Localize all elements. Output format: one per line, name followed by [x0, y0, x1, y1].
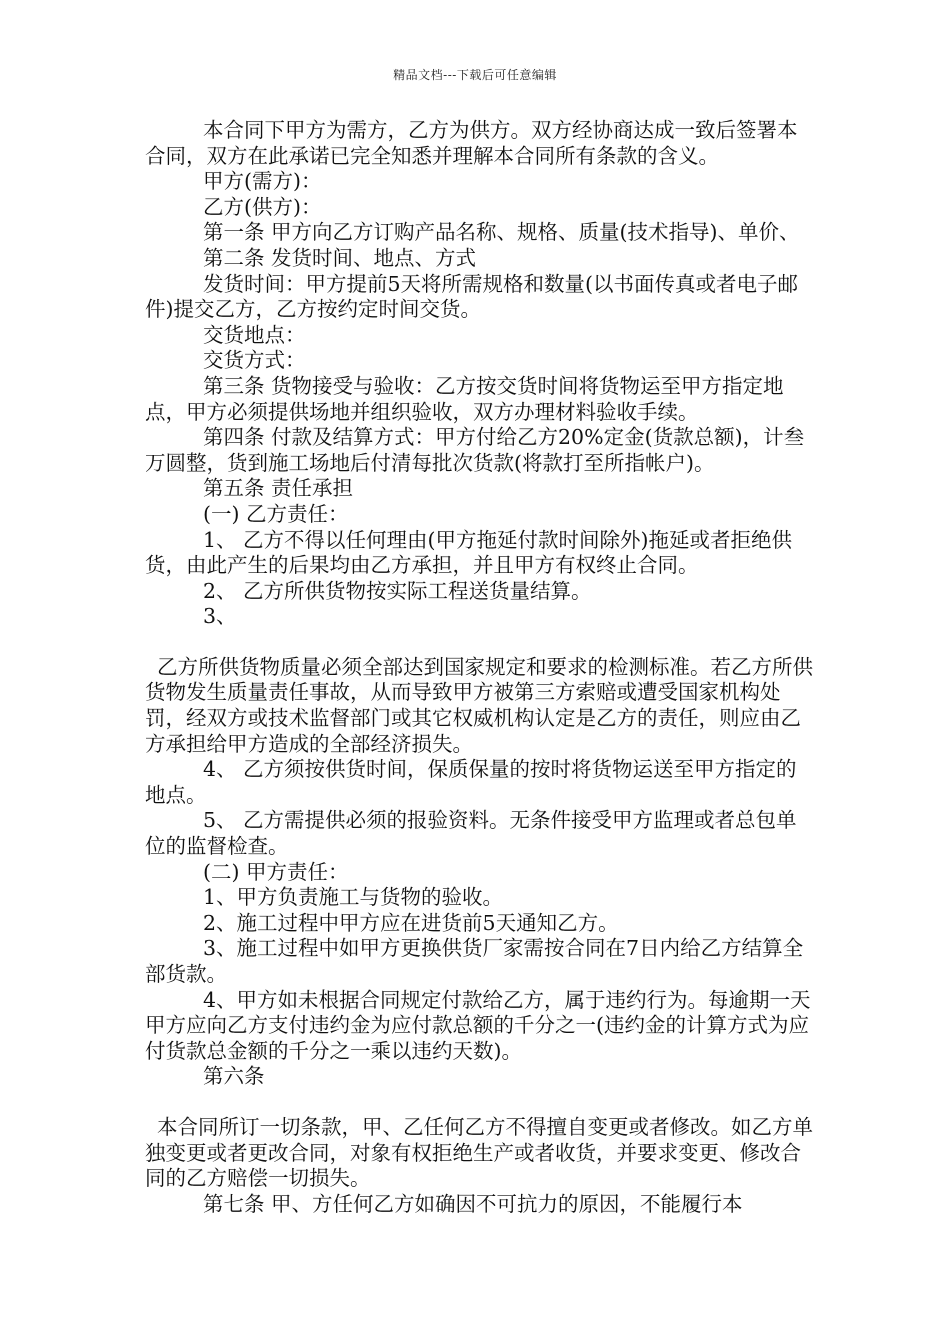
article-3: 第三条 货物接受与验收：乙方按交货时间将货物运至甲方指定地点，甲方必须提供场地并组织验收，双方办理材料验收手续。	[145, 373, 784, 424]
article-6-text: 本合同所订一切条款，甲、乙任何乙方不得擅自变更或者修改。如乙方单独变更或者更改合同，对象有权拒绝生产或者收货，并要求变更、修改合同的乙方赔偿一切损失。	[145, 1114, 813, 1191]
delivery-place: 交货地点：	[203, 322, 306, 347]
party-a-duty-3: 3、施工过程中如甲方更换供货厂家需按合同在7日内给乙方结算全部货款。	[145, 936, 804, 986]
delivery-method: 交货方式：	[203, 348, 306, 373]
party-b-duties-heading: (一) 乙方责任：	[203, 501, 349, 526]
party-b-duty-3-number: 3、	[203, 604, 237, 629]
article-2-heading: 第二条 发货时间、地点、方式	[203, 245, 477, 270]
party-a-line: 甲方(需方)：	[203, 169, 322, 194]
preamble-paragraph: 本合同下甲方为需方，乙方为供方。双方经协商达成一致后签署本合同，双方在此承诺已完全知悉并理解本合同所有条款的含义。	[145, 118, 798, 168]
blank-line	[145, 630, 817, 655]
article-7: 第七条 甲、方任何乙方如确因不可抗力的原因，不能履行本	[203, 1191, 743, 1216]
party-b-line: 乙方(供方)：	[203, 194, 322, 219]
article-6-heading: 第六条	[203, 1064, 265, 1089]
party-b-duty-2: 2、 乙方所供货物按实际工程送货量结算。	[203, 578, 592, 603]
party-b-duty-3-text: 乙方所供货物质量必须全部达到国家规定和要求的检测标准。若乙方所供货物发生质量责任事故，从而导致甲方被第三方索赔或遭受国家机构处罚，经双方或技术监督部门或其它权威机构认定是乙方的责任，则应由乙方承担给甲方造成的全部经济损失。	[145, 654, 813, 756]
delivery-time: 发货时间：甲方提前5天将所需规格和数量(以书面传真或者电子邮件)提交乙方，乙方按约定时间交货。	[145, 271, 799, 322]
party-b-duty-5: 5、 乙方需提供必须的报验资料。无条件接受甲方监理或者总包单位的监督检查。	[145, 808, 797, 859]
party-a-duties-heading: (二) 甲方责任：	[203, 859, 349, 884]
article-1: 第一条 甲方向乙方订购产品名称、规格、质量(技术指导)、单价、	[203, 220, 800, 245]
page-header: 精品文档---下载后可任意编辑	[393, 68, 557, 82]
contract-body	[145, 118, 817, 1217]
party-a-duty-2: 2、施工过程中甲方应在进货前5天通知乙方。	[203, 910, 619, 935]
party-b-duty-1: 1、 乙方不得以任何理由(甲方拖延付款时间除外)拖延或者拒绝供货，由此产生的后果均由乙方承担，并且甲方有权终止合同。	[145, 527, 793, 578]
blank-line	[145, 1090, 817, 1115]
party-b-duty-4: 4、 乙方须按供货时间，保质保量的按时将货物运送至甲方指定的地点。	[145, 757, 797, 807]
party-a-duty-1: 1、甲方负责施工与货物的验收。	[203, 885, 504, 910]
article-4: 第四条 付款及结算方式：甲方付给乙方20%定金(货款总额)，计叁万圆整，货到施工场地后付清每批次货款(将款打至所指帐户)。	[145, 425, 805, 475]
article-5-heading: 第五条 责任承担	[203, 476, 354, 501]
party-a-duty-4: 4、甲方如未根据合同规定付款给乙方，属于违约行为。每逾期一天甲方应向乙方支付违约金为应付款总额的千分之一(违约金的计算方式为应付货款总金额的千分之一乘以违约天数)。	[145, 987, 811, 1063]
